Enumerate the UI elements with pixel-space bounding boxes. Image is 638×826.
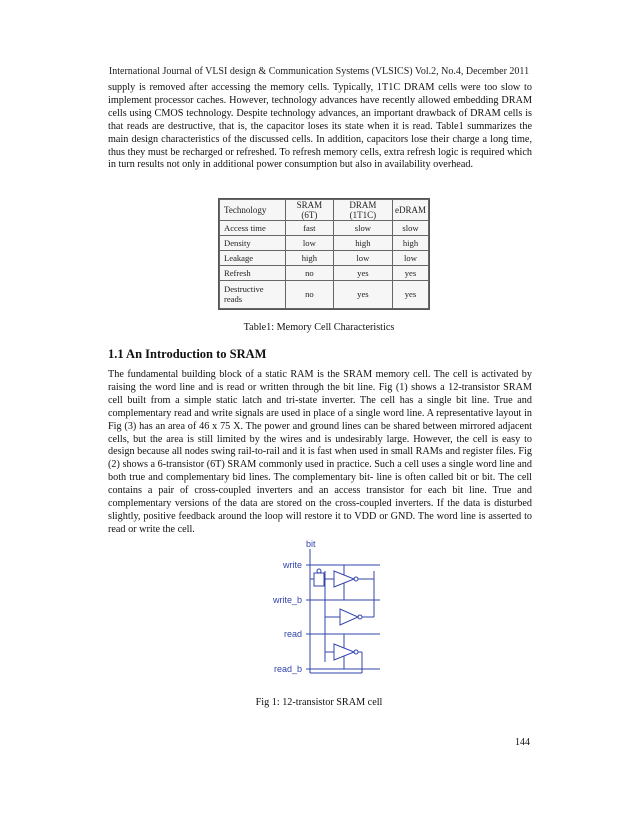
memory-cell-table bbox=[218, 198, 430, 310]
table-caption: Table1: Memory Cell Characteristics bbox=[243, 322, 395, 333]
table-header-row bbox=[220, 200, 429, 221]
table-cell: no bbox=[285, 280, 333, 308]
sram-cell-figure bbox=[262, 537, 392, 687]
table-header-cell: Technology bbox=[220, 200, 286, 221]
transmission-gate bbox=[314, 573, 324, 586]
label-write-b: write_b bbox=[272, 595, 302, 605]
characteristics-table bbox=[219, 199, 429, 309]
table-cell: yes bbox=[333, 265, 392, 280]
paragraph-sram: The fundamental building block of a static RAM is the SRAM memory cell. The cell is activated by raising the word line and is read or written through the bit line. Fig (1) shows a 12-transistor SRAM cell built from a simple static latch and tri-state inverter. The cell has a single bit line. True and complementary read and write signals are used in place of a single word line. A representative layout in Fig (3) has an area of 46 x 75 X. The power and ground lines can be shared between mirrored adjacent cells, but the area is still limited by the wires and is undesirably large. However, the cell is easy to design because all nodes swing rail-to-rail and it is fast when used in small RAMs and register files. Fig (2) shows a 6-transistor (6T) SRAM commonly used in practice. Such a cell uses a single word line and both true and complementary bid lines. The complementary bit- line is often called bit or bit. The cell contains a pair of cross-coupled inverters and an access transistor for each bit line. True and complementary versions of the data are stored on the cross-coupled inverters. If the data is disturbed slightly, positive feedback around the loop will restore it to VDD or GND. The word line is asserted to read or write the cell. bbox=[108, 369, 532, 535]
table-header-cell: SRAM (6T) bbox=[285, 200, 333, 221]
label-bit: bit bbox=[306, 539, 316, 549]
table-cell: Access time bbox=[220, 221, 286, 236]
mid-inverter bbox=[340, 609, 358, 625]
table-cell: yes bbox=[392, 265, 428, 280]
section-title: 1.1 An Introduction to SRAM bbox=[108, 347, 267, 361]
table-row bbox=[220, 280, 429, 308]
sram-schematic bbox=[262, 537, 392, 687]
journal-header: International Journal of VLSI design & Communication Systems (VLSICS) Vol.2, No.4, December 2011 bbox=[108, 66, 530, 77]
tgate-bubble bbox=[317, 569, 321, 573]
table-cell: Leakage bbox=[220, 250, 286, 265]
page-number: 144 bbox=[515, 737, 530, 748]
table-cell: high bbox=[285, 250, 333, 265]
label-read: read bbox=[283, 629, 302, 639]
table-header-cell: DRAM (1T1C) bbox=[333, 200, 392, 221]
table-row bbox=[220, 235, 429, 250]
paragraph-dram: supply is removed after accessing the memory cells. Typically, 1T1C DRAM cells were too slow to implement processor caches. However, technology advances have recently allowed embedding DRAM cells using CMOS technology. Despite technology advances, an important drawback of DRAM cells is that reads are destructive, that is, the capacitor loses its state when it is read. Table1 summarizes the main design characteristics of the discussed cells. In addition, capacitors lose their charge a long time, thus they must be recharged or refreshed. To refresh memory cells, extra refresh logic is required which in turn results not only in additional power consumption but also in availability overhead. bbox=[108, 82, 532, 171]
table-row bbox=[220, 250, 429, 265]
table-cell: no bbox=[285, 265, 333, 280]
label-read-b: read_b bbox=[273, 664, 302, 674]
table-cell: Destructive reads bbox=[220, 280, 286, 308]
table-cell: yes bbox=[392, 280, 428, 308]
table-cell: slow bbox=[392, 221, 428, 236]
table-cell: Refresh bbox=[220, 265, 286, 280]
table-cell: fast bbox=[285, 221, 333, 236]
table-header-cell: eDRAM bbox=[392, 200, 428, 221]
table-row bbox=[220, 221, 429, 236]
figure-caption: Fig 1: 12-transistor SRAM cell bbox=[255, 697, 383, 708]
table-cell: high bbox=[333, 235, 392, 250]
table-cell: Density bbox=[220, 235, 286, 250]
table-cell: low bbox=[333, 250, 392, 265]
label-write: write bbox=[282, 560, 302, 570]
table-cell: yes bbox=[333, 280, 392, 308]
table-cell: low bbox=[392, 250, 428, 265]
table-row bbox=[220, 265, 429, 280]
table-cell: high bbox=[392, 235, 428, 250]
table-cell: low bbox=[285, 235, 333, 250]
table-cell: slow bbox=[333, 221, 392, 236]
